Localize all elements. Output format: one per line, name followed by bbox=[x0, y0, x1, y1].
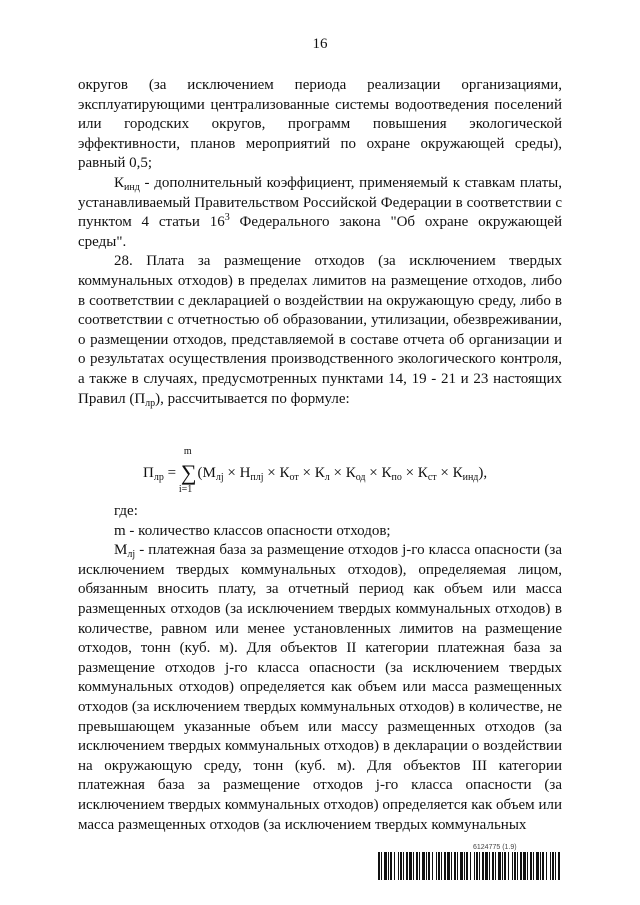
formula-k1-sub: от bbox=[289, 472, 299, 483]
p28-text-1: 28. Плата за размещение отходов (за исключением твердых коммунальных отходов) в пределах лимитов на размещение отходов, либо в соответствии с декларацией о воздействии на окружающую среду, либо в соответствии с отчетностью об образовании, утилизации, обезвреживании, о размещении отходов, представляемой в составе отчета об организации и о результатах осуществления производственного экологического контроля, а также в случаях, предусмотренных пунктами 14, 19 - 21 и 23 настоящих Правил (П bbox=[78, 253, 562, 407]
body-text-top bbox=[78, 76, 562, 409]
mlj-symbol: М bbox=[114, 542, 128, 559]
p28-subscript: лр bbox=[145, 397, 156, 409]
mlj-text: - платежная база за размещение отходов j-го класса опасности (за исключением твердых коммунальных отходов), определяемая лицом, обязанным вносить плату, за отчетный период как объем или масса размещенных отходов (за исключением твердых коммунальных отходов) в количестве, равном или менее установленных лимитов на размещение отходов, тонн (куб. м). Для объектов II категории платежная база за размещение отходов j-го класса опасности (за исключением твердых коммунальных отходов) определяется как объем или масса размещенных отходов (за исключением твердых коммунальных отходов) в количестве, не превышающем указанные объем или массу размещенных отходов (за исключением твердых коммунальных отходов) в декларации о воздействии на окружающую среду, тонн (куб. м). Для объектов III категории платежная база за размещение отходов j-го класса опасности (за исключением твердых коммунальных отходов) определяется как объем или масса размещенных отходов (за исключением твердых коммунальных bbox=[78, 542, 562, 833]
formula-k3-sub: од bbox=[355, 472, 366, 483]
document-code: 6124775 (1.9) bbox=[473, 844, 517, 851]
kind-symbol: К bbox=[114, 174, 125, 191]
kind-text-2: Федерального закона "Об охране окружающей среды". bbox=[78, 214, 562, 250]
page-number: 16 bbox=[312, 36, 328, 52]
formula-m: (M bbox=[197, 465, 216, 481]
kind-superscript: 3 bbox=[224, 212, 230, 224]
formula-h: × Н bbox=[223, 465, 251, 481]
paragraph-continuation: округов (за исключением периода реализации организациями, эксплуатирующими централизованные системы водоотведения поселений или городских округов, программ повышения экологической эффективности, планов мероприятий по охране окружающей среды), равный 0,5; bbox=[78, 77, 562, 172]
where-label: где: bbox=[114, 503, 138, 519]
sum-lower: i=1 bbox=[178, 484, 193, 495]
formula-k1: × К bbox=[263, 465, 290, 481]
formula-k2-sub: л bbox=[324, 472, 330, 483]
formula-h-sub: плj bbox=[250, 472, 264, 483]
formula bbox=[143, 446, 488, 495]
barcode bbox=[378, 852, 560, 880]
formula-k6-sub: инд bbox=[462, 472, 479, 483]
formula-k5-sub: ст bbox=[427, 472, 437, 483]
formula-k5: × К bbox=[401, 465, 428, 481]
formula-lhs-sub: лр bbox=[153, 472, 164, 483]
formula-m-sub: лj bbox=[215, 472, 224, 483]
formula-close: ), bbox=[478, 465, 488, 481]
formula-k2: × К bbox=[298, 465, 325, 481]
kind-text-1: - дополнительный коэффициент, применяемый к ставкам платы, устанавливаемый Правительством Российской Федерации в соответствии с пунктом 4 статьи 16 bbox=[78, 174, 562, 231]
formula-equals: = bbox=[163, 465, 180, 481]
mlj-subscript: лj bbox=[127, 549, 136, 561]
formula-lhs: П bbox=[143, 465, 154, 481]
sum-upper: m bbox=[183, 446, 192, 457]
sum-sign: ∑ m i=1 bbox=[178, 446, 197, 495]
paragraph-28 bbox=[78, 252, 562, 409]
m-definition: m - количество классов опасности отходов; bbox=[114, 522, 391, 539]
formula-block bbox=[0, 446, 640, 504]
formula-k6: × К bbox=[436, 465, 463, 481]
formula-k3: × К bbox=[329, 465, 356, 481]
kind-subscript: инд bbox=[124, 181, 140, 193]
p28-text-2: ), рассчитывается по формуле: bbox=[155, 390, 350, 407]
mlj-definition bbox=[78, 541, 562, 835]
formula-k4-sub: по bbox=[391, 472, 402, 483]
paragraph-kind bbox=[78, 174, 562, 252]
formula-k4: × К bbox=[365, 465, 392, 481]
body-text-bottom bbox=[78, 502, 562, 835]
